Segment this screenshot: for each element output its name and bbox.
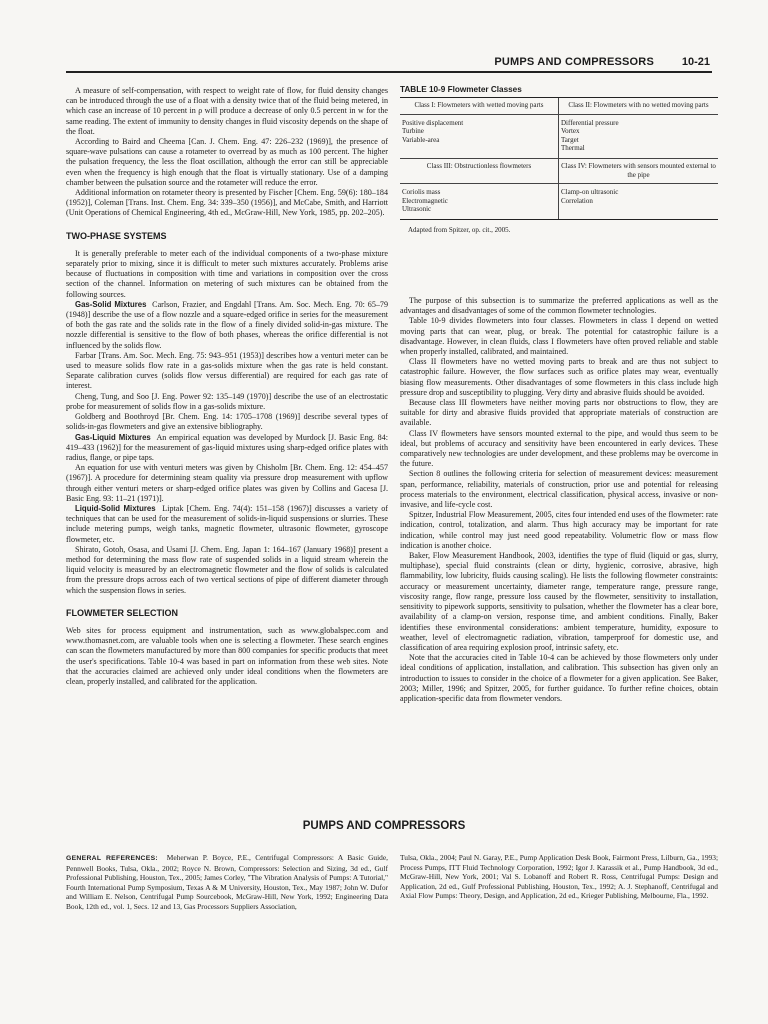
paragraph: It is generally preferable to meter each of the individual components of a two-phase mixture separately prior to mixing, since it is difficult to meter such mixtures accurately. Problems arise because of fluctuations in composition with time and variations in composition over the cross section of the channel. Information on metering of such mixtures can be obtained from the following sources. bbox=[66, 248, 388, 299]
table-item: Correlation bbox=[561, 196, 593, 205]
paragraph: Because class III flowmeters have neither moving parts nor obstructions to flow, they are suitable for dirty and abrasive fluids provided that appropriate materials of construction are available. bbox=[400, 398, 718, 428]
table-item: Coriolis mass bbox=[402, 188, 441, 197]
paragraph: Shirato, Gotoh, Osasa, and Usami [J. Chem. Eng. Japan 1: 164–167 (January 1968)] present a method for determining the mass flow rate of suspended solids in a liquid stream wherein the liquid velocity is measured by an electromagnetic flowmeter and the flow of solids is calculated from the pressure drops across each of two vertical sections of pipe of different diameter through which the suspension flows in series. bbox=[66, 544, 388, 595]
table-item: Turbine bbox=[402, 127, 424, 136]
table-header-class-4: Class IV: Flowmeters with sensors mounted external to the pipe bbox=[559, 159, 718, 184]
section-heading-flowmeter-selection: FLOWMETER SELECTION bbox=[66, 607, 178, 618]
paragraph: An equation for use with venturi meters was given by Chisholm [Br. Chem. Eng. 12: 454–457 (1967)]. A procedure for determining steam quality via pressure drop measurement with upflow through either venturi meters or sharp-edged orifice plates was given by Collins and Gacesa [J. Basic Eng. 93: 11–21 (1971)]. bbox=[66, 463, 388, 503]
table-header-class-3: Class III: Obstructionless flowmeters bbox=[400, 159, 559, 184]
paragraph-gas-solid bbox=[66, 300, 388, 351]
paragraph: The purpose of this subsection is to summarize the preferred applications as well as the advantages and disadvantages of some of the common flowmeter technologies. bbox=[400, 296, 718, 316]
table-header-class-1: Class I: Flowmeters with wetted moving parts bbox=[400, 98, 559, 114]
table-header-class-2: Class II: Flowmeters with no wetted moving parts bbox=[559, 98, 718, 114]
table-item: Positive displacement bbox=[402, 118, 464, 127]
table-cell-class-4-items bbox=[559, 184, 718, 219]
table-item: Variable-area bbox=[402, 135, 440, 144]
references-text: Tulsa, Okla., 2004; Paul N. Garay, P.E., Pump Application Desk Book, Fairmont Press, Lilburn, Ga., 1993; Process Pumps, ITT Fluid Technology Corporation, 1992; Igor J. Karassik et al., Pump Handbook, 3d ed., McGraw-Hill, New York, 2001; Val S. Lobanoff and Robert R. Ross, Centrifugal Pumps: Design and Application, 2d ed., Gulf Professional Publishing, Houston, Tex., 1992; A. J. Stephanoff, Centrifugal and Axial Flow Pumps: Theory, Design, and Application, 2d ed., Krieger Publishing, Melbourne, Fla., 1992. bbox=[400, 853, 718, 901]
header-rule bbox=[66, 71, 712, 73]
table-cell-class-2-items bbox=[559, 115, 718, 159]
paragraph: Baker, Flow Measurement Handbook, 2003, identifies the type of fluid (liquid or gas, slurry, multiphase), special fluid constraints (clean or dirty, hygienic, corrosive, abrasive, high flammability, low lubricity, fluids causing scaling). He lists the following flowmeter constraints: accuracy or measurement uncertainty, diameter range, temperature range, pressure range, viscosity range, flow range, pressure loss caused by the flowmeter, sensitivity to installation, sensitivity to pipework supports, sensitivity to pulsation, whether the flowmeter has a clear bore, availability of a clamp-on version, response time, and ambient conditions. Finally, Baker identifies these environmental considerations: ambient temperature, humidity, exposure to weather, level of electromagnetic radiation, vibration, tamperproof for domestic use, and classification of area requiring explosion proof, intrinsic safety, etc. bbox=[400, 551, 718, 652]
paragraph: Class II flowmeters have no wetted moving parts to break and are thus not subject to catastrophic failure. However, the flow surfaces such as orifice plates may wear, eventually biasing flow measurements. Other disadvantages of some flowmeters in this class include high pressure drop and susceptibility to plugging. Very dirty and abrasive fluids should be avoided. bbox=[400, 357, 718, 397]
paragraph: Table 10-9 divides flowmeters into four classes. Flowmeters in class I depend on wetted moving parts that can wear, plug, or break. The potential for catastrophic failure is a disadvantage. However, in clean fluids, class I flowmeters have often proved reliable and stable when properly installed, calibrated, and maintained. bbox=[400, 316, 718, 357]
section-heading-two-phase: TWO-PHASE SYSTEMS bbox=[66, 230, 167, 241]
running-header bbox=[66, 56, 712, 70]
paragraph-text: Liptak [Chem. Eng. 74(4): 151–158 (1967)] discusses a variety of techniques that can be used for the measurement of solids-in-liquid suspensions or slurries. These include metering pumps, weigh tanks, magnetic flowmeter, ultrasonic flowmeter, gyroscope flowmeter, etc. bbox=[66, 503, 388, 544]
subheading-liquid-solid: Liquid-Solid Mixtures bbox=[75, 503, 156, 513]
table-title: TABLE 10-9 Flowmeter Classes bbox=[400, 85, 522, 94]
table-item: Clamp-on ultrasonic bbox=[561, 188, 619, 197]
table-grid bbox=[400, 97, 718, 220]
section-title: PUMPS AND COMPRESSORS bbox=[302, 820, 466, 832]
paragraph-text: Carlson, Frazier, and Engdahl [Trans. Am. Soc. Mech. Eng. 70: 65–79 (1948)] describe the use of a flow nozzle and a square-edged orifice in series for the measurement of both the gas rate and the solids rate in the flow of a finely divided solid-in-gas mixture. The nozzle differential is sensitive to the flow of both phases, whereas the orifice differential is not influenced by the solids flow. bbox=[66, 299, 389, 350]
paragraph: Web sites for process equipment and instrumentation, such as www.globalspec.com and www.thomasnet.com, are valuable tools when one is selecting a flowmeter. These search engines can scan the flowmeters manufactured by more than 800 companies for specific products that meet the user's specifications. Table 10-4 was based in part on information from these web sites. Note that the accuracies claimed are achieved only under ideal conditions when the flowmeters are clean, properly installed, and calibrated for the application. bbox=[66, 625, 388, 686]
left-column bbox=[66, 86, 388, 687]
references-label: GENERAL REFERENCES: bbox=[66, 855, 158, 862]
general-references-left bbox=[66, 853, 388, 912]
table-row bbox=[400, 184, 718, 219]
paragraph: Cheng, Tung, and Soo [J. Eng. Power 92: 135–149 (1970)] describe the use of an electrostatic probe for measurement of solids flow in a gas-solids mixture. bbox=[66, 391, 388, 411]
paragraph-gas-liquid bbox=[66, 433, 388, 464]
table-source-note: Adapted from Spitzer, op. cit., 2005. bbox=[408, 226, 511, 235]
paragraph-text: An empirical equation was developed by Murdock [J. Basic Eng. 84: 419–433 (1962)] for the measurement of gas-liquid mixtures using sharp-edged orifice plates with radius, flange, or pipe taps. bbox=[66, 432, 388, 462]
paragraph: Section 8 outlines the following criteria for selection of measurement devices: measurement span, performance, reliability, materials of construction, prior use and potential for releasing process materials to the environment, electrical classification, physical access, invasive or non-invasive, and life-cycle cost. bbox=[400, 469, 718, 510]
table-header-row bbox=[400, 158, 718, 184]
table-row bbox=[400, 115, 718, 159]
table-cell-class-3-items bbox=[400, 184, 559, 219]
right-column bbox=[400, 296, 718, 704]
table-header-row bbox=[400, 98, 718, 114]
page-number: 10-21 bbox=[681, 56, 710, 68]
paragraph: Note that the accuracies cited in Table 10-4 can be achieved by those flowmeters only under ideal conditions of application, installation, and calibration. This subsection has given only an introduction to issues to consider in the choice of a flowmeter for a given application. See Baker, 2003; Miller, 1996; and Spitzer, 2005, for further guidance. To further refine choices, obtain application-specific data from flowmeter vendors. bbox=[400, 653, 718, 703]
table-item: Differential pressure bbox=[561, 118, 619, 127]
table-item: Thermal bbox=[561, 144, 585, 153]
table-cell-class-1-items bbox=[400, 115, 559, 159]
table-item: Target bbox=[561, 135, 579, 144]
flowmeter-classes-table bbox=[400, 86, 718, 235]
running-header-title: PUMPS AND COMPRESSORS bbox=[494, 56, 654, 68]
subheading-gas-liquid: Gas-Liquid Mixtures bbox=[75, 432, 151, 442]
paragraph: Class IV flowmeters have sensors mounted external to the pipe, and would thus seem to be ideal, but problems of accuracy and sensitivity have been encountered in early devices. These comparatively new technologies are under development, and these problems may be overcome in the future. bbox=[400, 428, 718, 469]
paragraph-liquid-solid bbox=[66, 504, 388, 545]
table-item: Vortex bbox=[561, 127, 580, 136]
subheading-gas-solid: Gas-Solid Mixtures bbox=[75, 299, 147, 309]
paragraph: Farbar [Trans. Am. Soc. Mech. Eng. 75: 943–951 (1953)] describes how a venturi meter can be used to measure solids flow rate in a gas-solids mixture when the gas rate is held constant. Separate calibration curves (solids flow versus differential) are required for each gas rate of interest. bbox=[66, 350, 388, 391]
table-item: Ultrasonic bbox=[402, 205, 432, 214]
paragraph: Additional information on rotameter theory is presented by Fischer [Chem. Eng. 59(6): 180–184 (1952)], Coleman [Trans. Inst. Chem. Eng. 34: 339–350 (1956)], and McCabe, Smith, and Harriott (Unit Operations of Chemical Engineering, 4th ed., McGraw-Hill, New York, 1985, pp. 202–205). bbox=[66, 188, 388, 218]
paragraph: A measure of self-compensation, with respect to weight rate of flow, for fluid density changes can be introduced through the use of a float with a density twice that of the fluid being metered, in which case an increase of 10 percent in ρ will produce a decrease of only 0.5 percent in w for the same reading. The extent of immunity to density changes in fluid viscosity depends on the shape of the float. bbox=[66, 86, 388, 136]
paragraph: Goldberg and Boothroyd [Br. Chem. Eng. 14: 1705–1708 (1969)] describe several types of solids-in-gas flowmeters and give an extensive bibliography. bbox=[66, 412, 388, 432]
paragraph: Spitzer, Industrial Flow Measurement, 2005, cites four intended end uses of the flowmeter: rate indication, control, totalization, and alarm. Thus high accuracy may be important for rate indication, while control may just need good repeatability. Volumetric flow or mass flow indication is another choice. bbox=[400, 510, 718, 550]
paragraph: According to Baird and Cheema [Can. J. Chem. Eng. 47: 226–232 (1969)], the presence of square-wave pulsations can cause a rotameter to overread by as much as 100 percent. The higher the pulsation frequency, the less the float oscillation, although the error can still be appreciable even when the frequency is high enough that the float is virtually stationary. Use of a damping chamber between the pulsation source and the rotameter will reduce the error. bbox=[66, 137, 388, 187]
general-references-right bbox=[400, 853, 718, 901]
references-text: Meherwan P. Boyce, P.E., Centrifugal Compressors: A Basic Guide, Pennwell Books, Tulsa, Okla., 2002; Royce N. Brown, Compressors: Selection and Sizing, 3d ed., Gulf Professional Publishing, Houston, Tex., 2005; James Corley, "The Vibration Analysis of Pumps: A Tutorial," Fourth International Pump Symposium, Texas A & M University, Houston, Tex., May 1987; John W. Dufor and William E. Nelson, Centrifugal Pump Sourcebook, McGraw-Hill, New York, 1992; Engineering Data Book, 12th ed., vol. 1, Secs. 12 and 13, Gas Processors Suppliers Association, bbox=[66, 853, 388, 911]
table-item: Electromagnetic bbox=[402, 196, 448, 205]
